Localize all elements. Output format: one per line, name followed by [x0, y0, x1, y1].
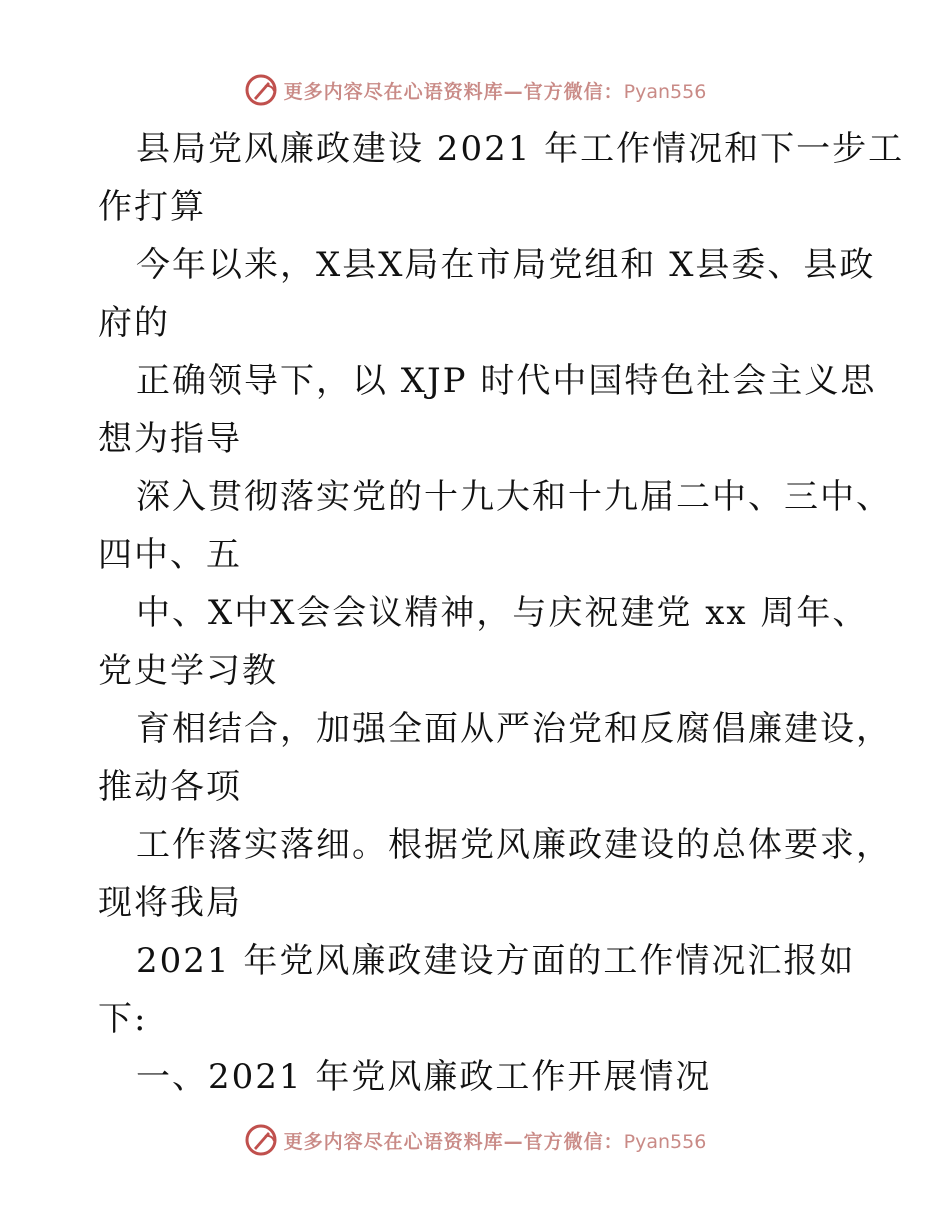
body-line: 县局党风廉政建设 2021 年工作情况和下一步工	[136, 129, 905, 169]
footer-watermark	[0, 1120, 950, 1160]
body-line: 想为指导	[98, 419, 242, 459]
quill-seal-icon	[244, 73, 278, 107]
body-line: 府的	[98, 303, 170, 343]
watermark-text: 更多内容尽在心语资料库—官方微信：Pyan556	[283, 80, 707, 103]
body-line: 2021 年党风廉政建设方面的工作情况汇报如	[136, 941, 856, 981]
body-line: 党史学习教	[98, 651, 278, 691]
body-line: 四中、五	[98, 535, 242, 575]
body-line: 深入贯彻落实党的十九大和十九届二中、三中、	[136, 477, 892, 517]
document-body	[98, 120, 905, 1106]
body-line: 作打算	[98, 187, 206, 227]
header-watermark	[0, 70, 950, 110]
body-line: 育相结合，加强全面从严治党和反腐倡廉建设，	[136, 709, 892, 749]
body-line: 工作落实落细。根据党风廉政建设的总体要求，	[136, 825, 892, 865]
body-line: 正确领导下，以 XJP 时代中国特色社会主义思	[136, 361, 877, 401]
body-line: 今年以来，X县X局在市局党组和 X县委、县政	[136, 245, 876, 285]
watermark-text: 更多内容尽在心语资料库—官方微信：Pyan556	[283, 1130, 707, 1153]
section-heading: 一、2021 年党风廉政工作开展情况	[136, 1057, 712, 1097]
body-line: 推动各项	[98, 767, 242, 807]
body-line: 中、X中X会会议精神，与庆祝建党 xx 周年、	[136, 593, 869, 633]
body-line: 现将我局	[98, 883, 242, 923]
body-line: 下:	[98, 999, 148, 1039]
quill-seal-icon	[244, 1123, 278, 1157]
